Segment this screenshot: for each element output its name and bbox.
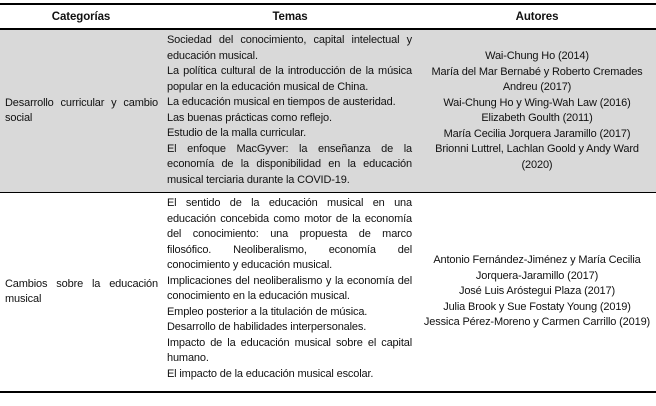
tema-item: Impacto de la educación musical sobre el capital humano. xyxy=(167,336,412,364)
tema-item: La educación musical en tiempos de austeridad. xyxy=(167,96,396,108)
autores-cell xyxy=(418,193,656,391)
tema-item: Las buenas prácticas como reflejo. xyxy=(167,111,332,124)
autor-item: Elizabeth Goulth (2011) xyxy=(481,112,593,124)
column-header-categorias: Categorías xyxy=(51,10,111,23)
categoria-cell xyxy=(0,30,162,192)
column-header-autores: Autores xyxy=(515,10,559,23)
tema-item: El sentido de la educación musical en una educación concebida como motor de la economía del conocimiento: una propuesta de marco filosófico. Neoliberalismo, economía del conocimiento y educación musical. xyxy=(167,197,412,271)
autor-item: María Cecilia Jorquera Jaramillo (2017) xyxy=(443,127,631,140)
tema-item: La política cultural de la introducción de la música popular en la educación musical de China. xyxy=(167,65,412,93)
tema-item: Estudio de la malla curricular. xyxy=(167,127,307,139)
categoria-cell xyxy=(0,193,162,391)
tema-item: Implicaciones del neoliberalismo y la economía del conocimiento en la educación musical. xyxy=(167,274,412,302)
autor-item: Wai-Chung Ho y Wing-Wah Law (2016) xyxy=(443,96,631,109)
tema-item: Empleo posterior a la titulación de música. xyxy=(167,305,368,318)
autor-item: José Luis Aróstegui Plaza (2017) xyxy=(458,285,616,298)
autor-item: Jessica Pérez-Moreno y Carmen Carrillo (2019) xyxy=(423,316,651,329)
table-row xyxy=(0,30,656,193)
autor-item: Wai-Chung Ho (2014) xyxy=(485,50,589,62)
autor-item: Brionni Luttrel, Lachlan Goold y Andy Ward (2020) xyxy=(435,143,639,171)
categoria-label: Cambios sobre la educación musical xyxy=(5,277,158,305)
autor-item: Julia Brook y Sue Fostaty Young (2019) xyxy=(443,300,631,313)
table-row xyxy=(0,193,656,391)
autor-item: María del Mar Bernabé y Roberto Cremades Andreu (2017) xyxy=(431,65,643,93)
temas-cell xyxy=(162,193,418,391)
temas-cell xyxy=(162,30,418,192)
categoria-label: Desarrollo curricular y cambio social xyxy=(5,96,158,124)
tema-item: Desarrollo de habilidades interpersonales. xyxy=(167,321,367,333)
column-header-temas: Temas xyxy=(272,10,308,23)
autores-cell xyxy=(418,30,656,192)
tema-item: El impacto de la educación musical escolar. xyxy=(167,367,374,380)
tema-item: El enfoque MacGyver: la enseñanza de la economía de la disponibilidad en la educación musical terciaria durante la COVID-19. xyxy=(167,142,412,186)
table-header-row xyxy=(0,5,656,30)
tema-item: Sociedad del conocimiento, capital intelectual y educación musical. xyxy=(167,34,412,62)
autor-item: Antonio Fernández-Jiménez y María Cecilia Jorquera-Jaramillo (2017) xyxy=(433,254,641,282)
literature-review-table xyxy=(0,3,656,393)
